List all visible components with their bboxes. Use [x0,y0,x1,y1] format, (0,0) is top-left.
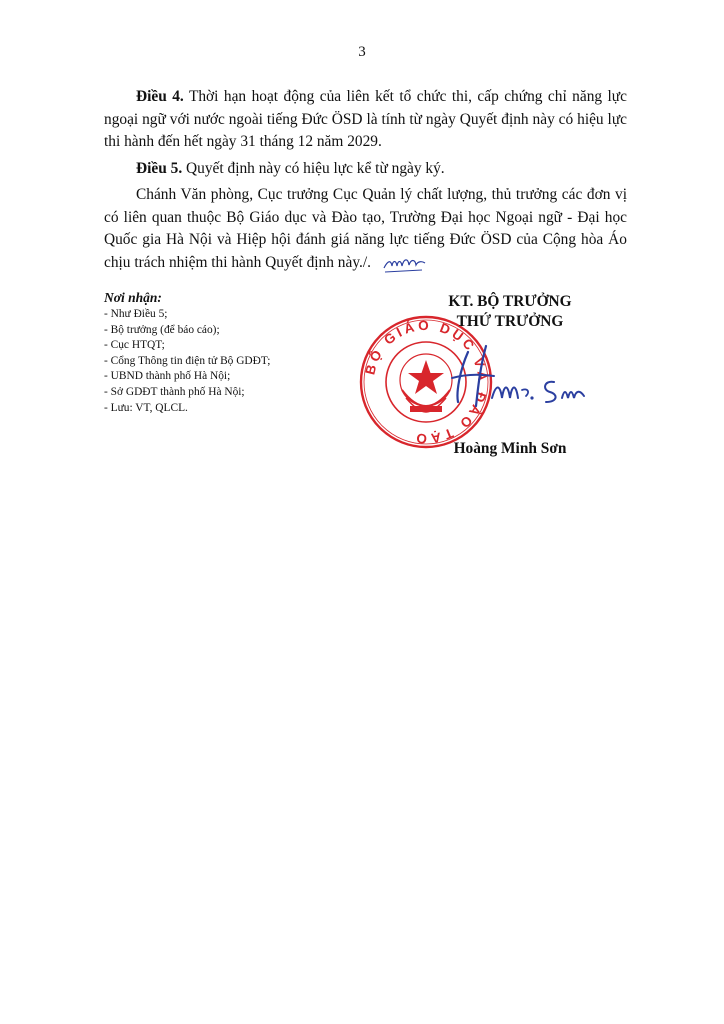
article-4-heading: Điều 4. [136,88,184,105]
recipients-section [104,290,364,416]
handwritten-signature [446,340,596,420]
recipient-item: - Lưu: VT, QLCL. [104,401,188,414]
recipient-item: - Sở GDĐT thành phố Hà Nội; [104,385,245,398]
recipient-item: - Bộ trưởng (để báo cáo); [104,323,220,336]
article-5-text: Quyết định này có hiệu lực kể từ ngày ký. [182,159,445,177]
article-4 [104,86,627,154]
recipient-item: - Cổng Thông tin điện tử Bộ GDĐT; [104,354,271,367]
signature-title-line2: THỨ TRƯỞNG [456,313,564,330]
recipient-item: - UBND thành phố Hà Nội; [104,370,231,383]
initials-mark [382,252,428,276]
article-5-heading: Điều 5. [136,159,183,177]
recipients-heading: Nơi nhận: [104,290,162,305]
signature-title-line1: KT. BỘ TRƯỞNG [448,293,572,310]
article-5 [104,158,627,181]
closing-paragraph: Chánh Văn phòng, Cục trưởng Cục Quản lý chất lượng, thủ trưởng các đơn vị có liên quan thuộc Bộ Giáo dục và Đào tạo, Trường Đại học Ngoại ngữ - Đại học Quốc gia Hà Nội và Hiệp hội đánh giá năng lực tiếng Đức ÖSD của Cộng hòa Áo chịu trách nhiệm thi hành Quyết định này./. [104,186,627,271]
recipients-list [104,307,364,416]
signature-block [362,292,640,472]
article-4-text: Thời hạn hoạt động của liên kết tổ chức thi, cấp chứng chỉ năng lực ngoại ngữ với nước ngoài tiếng Đức ÖSD là tính từ ngày Quyết định này có hiệu lực thi hành đến hết ngày 31 tháng 12 năm 2029. [104,88,627,150]
recipient-item: - Như Điều 5; [104,308,168,320]
document-body [104,86,627,278]
signer-name: Hoàng Minh Sơn [453,440,567,457]
recipient-item: - Cục HTQT; [104,339,165,352]
seal-text: BỘ GIÁO DỤC VÀ ĐÀO TẠO [362,317,491,447]
page-number: 3 [358,44,366,60]
